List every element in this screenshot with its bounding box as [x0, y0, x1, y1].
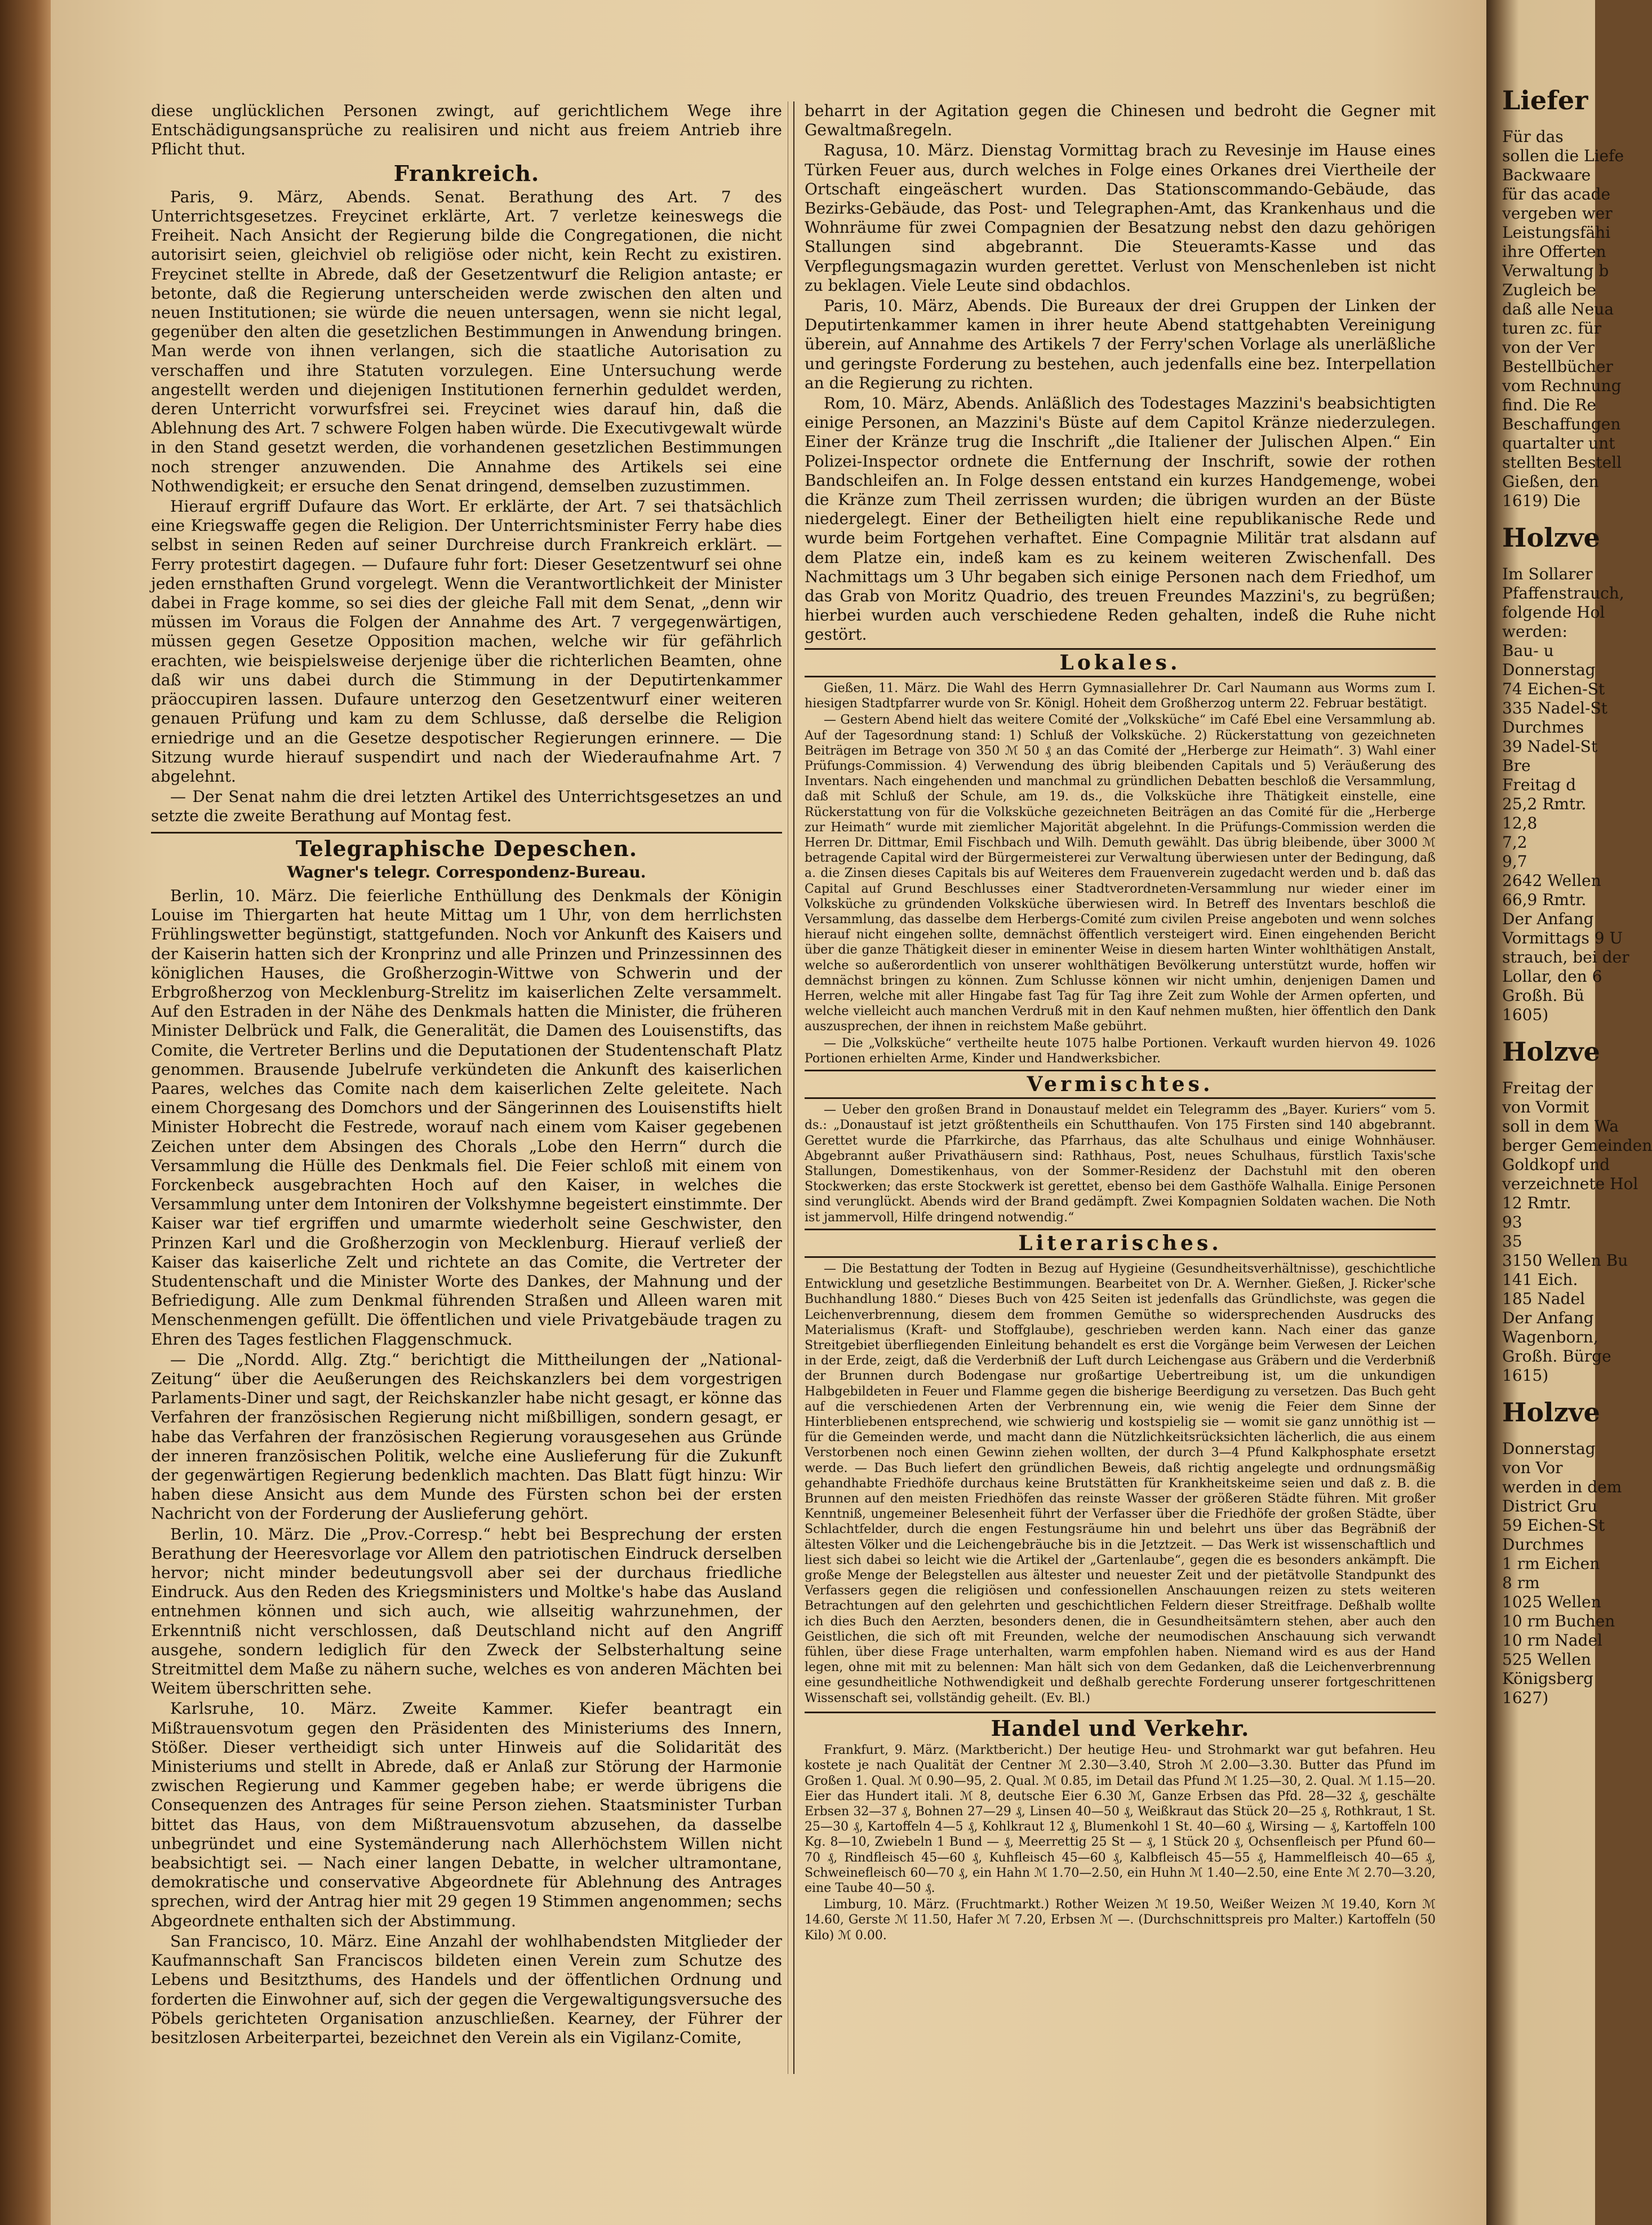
edge-line: 1619) Die	[1502, 491, 1581, 510]
edge-line: vergeben wer	[1502, 204, 1613, 223]
edge-line: 8 rm	[1502, 1574, 1540, 1592]
edge-line: Beschaffungen	[1502, 415, 1621, 433]
edge-line: 1605)	[1502, 1005, 1549, 1024]
edge-line: 525 Wellen	[1502, 1650, 1591, 1669]
section-rule	[151, 832, 782, 834]
next-page-text	[1502, 73, 1652, 1708]
edge-line: Durchmes	[1502, 718, 1584, 737]
continuation-paragraph: beharrt in der Agitation gegen die Chinesen und bedroht die Gegner mit Gewaltmaßregeln.	[805, 101, 1436, 140]
edge-line: 7,2	[1502, 833, 1527, 852]
edge-line: 9,7	[1502, 852, 1527, 871]
edge-line: Leistungsfähi	[1502, 223, 1611, 242]
edge-line: Liefer	[1502, 85, 1588, 116]
edge-line: Königsberg	[1502, 1669, 1594, 1688]
edge-line: 12,8	[1502, 814, 1538, 832]
edge-line: Verwaltung b	[1502, 261, 1609, 280]
edge-line: 12 Rmtr.	[1502, 1194, 1571, 1212]
vermischtes-heading: Vermischtes.	[805, 1070, 1436, 1099]
section-rule	[805, 1712, 1436, 1713]
edge-line: folgende Hol	[1502, 603, 1605, 622]
handel-heading: Handel und Verkehr.	[991, 1715, 1250, 1741]
frankreich-heading: Frankreich.	[393, 160, 540, 186]
edge-line: 3150 Wellen Bu	[1502, 1251, 1628, 1270]
berlin-nordd-paragraph: — Die „Nordd. Allg. Ztg.“ berichtigt die Mittheilungen der „National-Zeitung“ über die Aeußerungen des Reichskanzlers bei dem vorgestrigen Parlaments-Diner und sagt, der Reichskanzler habe nicht gesagt, er könne das Verfahren der französischen Regierung nicht mißbilligen, sondern gesagt, er habe das Verfahren der französischen Regierung vorausgesehen aus Gründe der inneren französischen Politik, welche eine Auslieferung für die Zukunft der gegenwärtigen Regierung bedenklich machten. Das Blatt fügt hinzu: Wir haben diese Ansicht aus dem Munde des Fürsten schon bei der ersten Nachricht von der Forderung der Auslieferung gehört.	[151, 1350, 782, 1523]
edge-line: daß alle Neua	[1502, 300, 1614, 318]
limburg-market-paragraph: Limburg, 10. März. (Fruchtmarkt.) Rother Weizen ℳ 19.50, Weißer Weizen ℳ 19.40, Korn ℳ 14.60, Gerste ℳ 11.50, Hafer ℳ 7.20, Erbsen ℳ —. (Durchschnittspreis pro Malter.) Kartoffeln (50 Kilo) ℳ 0.00.	[805, 1898, 1436, 1943]
edge-line: verzeichnete Hol	[1502, 1174, 1638, 1193]
edge-line: 185 Nadel	[1502, 1289, 1585, 1308]
edge-line: 93	[1502, 1213, 1522, 1231]
edge-line: Großh. Bürge	[1502, 1347, 1611, 1366]
edge-line: Durchmes	[1502, 1535, 1584, 1554]
edge-line: 39 Nadel-St	[1502, 737, 1598, 756]
paris-senat-paragraph: Paris, 9. März, Abends. Senat. Berathung des Art. 7 des Unterrichtsgesetzes. Freycinet erklärte, Art. 7 verletze keineswegs die Freiheit. Nach Ansicht der Regierung bilde die Congregationen, die nicht autorisirt seien, gleichviel ob religiöse oder nicht, kein Recht zu existiren. Freycinet stellte in Abrede, daß der Gesetzentwurf die Religion antaste; er betonte, daß die Regierung unterscheiden werde zwischen den alten und neuen Institutionen; sie würde die neuen untersagen, wenn sie nicht legal, gegenüber den alten die gesetzlichen Bestimmungen in Anwendung bringen. Man werde von ihnen verlangen, sich die staatliche Autorisation zu verschaffen und ihre Statuten vorzulegen. Eine Untersuchung werde angestellt werden und diejenigen Institutionen fernerhin geduldet werden, deren Unterricht vorwurfsfrei sei. Freycinet wies darauf hin, daß die Ablehnung des Art. 7 schwere Folgen haben würde. Die Executivgewalt würde in den Stand gesetzt werden, die vorhandenen gesetzlichen Bestimmungen noch strenger anzuwenden. Die Annahme des Artikels sei eine Nothwendigkeit; er ersuche den Senat dringend, demselben zuzustimmen.	[151, 187, 782, 495]
edge-line: Der Anfang	[1502, 1309, 1594, 1327]
column-divider	[793, 101, 794, 2074]
edge-line: 2642 Wellen	[1502, 871, 1601, 890]
edge-line: 74 Eichen-St	[1502, 680, 1605, 698]
edge-line: von Vormit	[1502, 1098, 1589, 1116]
edge-line: Goldkopf und	[1502, 1155, 1610, 1174]
edge-line: 35	[1502, 1232, 1522, 1251]
edge-line: Pfaffenstrauch,	[1502, 584, 1624, 602]
edge-line: 1 rm Eichen	[1502, 1554, 1600, 1573]
rom-paragraph: Rom, 10. März, Abends. Anläßlich des Todestages Mazzini's beabsichtigten einige Personen, an Mazzini's Büste auf dem Capitol Kränze niederzulegen. Einer der Kränze trug die Inschrift „die Italiener der Julischen Alpen.“ Ein Polizei-Inspector ordnete die Entfernung der Inschrift, sowie der rothen Bandschleifen an. In Folge dessen entstand ein kurzes Handgemenge, wobei die Kränze zum Theil zerrissen wurden; die übrigen wurden an der Büste niedergelegt. Einer der Betheiligten hielt eine republikanische Rede und wurde beim Fortgehen verhaftet. Eine Compagnie Militär trat alsdann auf dem Platze ein, indeß kam es zu keinem weiteren Zwischenfall. Des Nachmittags um 3 Uhr begaben sich einige Personen nach dem Friedhof, um das Grab von Moritz Quadrio, des treuen Freundes Mazzini's, zu begrüßen; hierbei wurden auch verschiedene Reden gehalten, indeß die Ruhe nicht gestört.	[805, 394, 1436, 644]
edge-line: von Vor	[1502, 1459, 1563, 1477]
edge-line: Backwaare	[1502, 166, 1591, 184]
edge-line: 59 Eichen-St	[1502, 1516, 1605, 1535]
lokales-heading: Lokales.	[805, 648, 1436, 677]
donaustauf-paragraph: — Ueber den großen Brand in Donaustauf meldet ein Telegramm des „Bayer. Kuriers“ vom 5. ds.: „Donaustauf ist jetzt größtentheils ein Schutthaufen. Von 175 Firsten sind 140 abgebrannt. Gerettet wurde die Pfarrkirche, das Pfarrhaus, das alte Schulhaus und einige Wohnhäuser. Abgebrannt außer Privathäusern sind: Rathhaus, Post, neues Schulhaus, fürstlich Taxis'sche Stallungen, Domestikenhaus, von der Sommer-Residenz der Dachstuhl mit den oberen Stockwerken; das erste Stockwerk ist gerettet, ebenso bei dem Gasthöfe Walhalla. Einige Personen sind verunglückt. Abends wird der Brand gedämpft. Zwei Kompagnien Soldaten wachen. Die Noth ist jammervoll, Hilfe dringend notwendig.“	[805, 1103, 1436, 1225]
edge-line: Freitag d	[1502, 775, 1576, 794]
edge-line: Wagenborn,	[1502, 1328, 1598, 1346]
edge-line: für das acade	[1502, 185, 1611, 203]
edge-line: Donnerstag	[1502, 1439, 1596, 1458]
edge-line: Für das	[1502, 127, 1564, 146]
edge-line: 141 Eich.	[1502, 1270, 1578, 1289]
edge-line: berger Gemeinden	[1502, 1136, 1652, 1155]
edge-line: soll in dem Wa	[1502, 1117, 1619, 1136]
edge-line: werden:	[1502, 622, 1567, 641]
san-francisco-paragraph: San Francisco, 10. März. Eine Anzahl der wohlhabendsten Mitglieder der Kaufmannschaft San Franciscos bildeten einen Verein zum Schutze des Lebens und Besitzthums, des Handels und der öffentlichen Ordnung und forderten die Einwohner auf, sich der gegen die Vergewaltigungsversuche des Pöbels gerichteten Organisation anzuschließen. Kearney, der Führer der besitzlosen Arbeiterpartei, bezeichnet den Verein als ein Vigilanz-Comite,	[151, 1931, 782, 2047]
edge-line: Im Sollarer	[1502, 565, 1593, 583]
edge-line: 1025 Wellen	[1502, 1593, 1601, 1611]
giessen-paragraph: Gießen, 11. März. Die Wahl des Herrn Gymnasiallehrer Dr. Carl Naumann aus Worms zum I. hiesigen Stadtpfarrer wurde von Sr. Königl. Hoheit dem Großherzog unterm 22. Februar bestätigt.	[805, 681, 1436, 711]
karlsruhe-paragraph: Karlsruhe, 10. März. Zweite Kammer. Kiefer beantragt ein Mißtrauensvotum gegen den Präsidenten des Ministeriums des Innern, Stößer. Dieser vertheidigt sich unter Hinweis auf die Solidarität des Ministeriums und stellt in Abrede, daß er Anlaß zur Störung der Harmonie zwischen Regierung und Kammer gegeben habe; er werde übrigens die Consequenzen des Antrages für seine Person ziehen. Staatsminister Turban bittet das Haus, von dem Mißtrauensvotum abzusehen, da dasselbe unbegründet und eine Systemänderung nach Allerhöchstem Willen nicht beabsichtigt sei. — Nach einer langen Debatte, in welcher ultramontane, demokratische und conservative Abgeordnete für Ablehnung des Antrages sprechen, wird der Antrag hier mit 29 gegen 19 Stimmen angenommen; sechs Abgeordnete enthalten sich der Abstimmung.	[151, 1699, 782, 1930]
edge-line: sollen die Liefe	[1502, 147, 1624, 165]
dufaure-paragraph: Hierauf ergriff Dufaure das Wort. Er erklärte, der Art. 7 sei thatsächlich eine Kriegswaffe gegen die Religion. Der Unterrichtsminister Ferry habe dies selbst in seinen Reden auf seiner Durchreise durch Frankreich erklärt. — Ferry protestirt dagegen. — Dufaure fuhr fort: Dieser Gesetzentwurf sei ohne jeden ernsthaften Grund vorgelegt. Wenn die Verantwortlichkeit der Minister dabei in Frage komme, so sei dies der gleiche Fall mit dem Senat, „denn wir müssen im Voraus die Folgen der Annahme des Art. 7 vergegenwärtigen, müssen gegen Gesetze Opposition machen, welche wir für gefährlich erachten, wie beispielsweise derjenige über die richterlichen Beamten, ohne daß wir uns dabei durch die Stimmung in der Deputirtenkammer präoccupiren lassen. Dufaure unterzog den Gesetzentwurf einer weiteren genauen Prüfung und kam zu dem Schlusse, daß derselbe die Religion erniedrige und an die Gesetze despotischer Regierungen erinnere. — Die Sitzung wurde hierauf suspendirt und nach der Wiederaufnahme Art. 7 abgelehnt.	[151, 497, 782, 786]
edge-line: Bre	[1502, 756, 1531, 775]
edge-line: 66,9 Rmtr.	[1502, 890, 1587, 909]
edge-line: 10 rm Nadel	[1502, 1631, 1603, 1650]
edge-line: Donnerstag	[1502, 661, 1596, 679]
volkskueche-paragraph: — Gestern Abend hielt das weitere Comité der „Volksküche“ im Café Ebel eine Versammlung ab. Auf der Tagesordnung stand: 1) Schluß der Volksküche. 2) Rückerstattung von gezeichneten Beiträgen im Betrage von 350 ℳ 50 ₰ an das Comité der „Herberge zur Heimath“. 3) Wahl einer Prüfungs-Commission. 4) Verwendung des übrig bleibenden Capitals und 5) Veräußerung des Inventars. Nach eingehenden und manchmal zu gründlichen Debatten beschloß die Versammlung, daß mit Schluß der Schule, am 19. ds., die Volksküche ihre Thätigkeit einstelle, eine Rückerstattung von für die Volksküche gezeichneten Beiträgen an das Comité für die „Herberge zur Heimath“ wurde mit ziemlicher Majorität abgelehnt. In die Prüfungs-Commission werden die Herren Dr. Dittmar, Emil Fischbach und Wilh. Demuth gewählt. Das übrig bleibende, über 3000 ℳ betragende Capital wird der Bürgermeisterei zur Verwaltung überwiesen unter der Bedingung, daß a. die Zinsen dieses Capitals bis auf Weiteres dem Frauenverein zugedacht werden und b. daß das Capital auf Grund Beschlusses einer Stadtverordneten-Versammlung nur wieder einer im Volksküche zu gründenden Volksküche überwiesen wird. In Betreff des Inventars beschloß die Versammlung, das dasselbe dem Herbergs-Comité zum civilen Preise angeboten und wenn solches hierauf nicht eingehen sollte, demnächst öffentlich versteigert wird. Einen eingehenden Bericht über die ganze Thätigkeit dieser in eminenter Weise in diesem harten Winter wohlthätigen Anstalt, welche so außerordentlich von unserer wohlthätigen Bevölkerung unterstützt wurde, hoffen wir demnächst bringen zu können. Zum Schlusse können wir nicht umhin, denjenigen Damen und Herren, welche mit aller Hingabe fast Tag für Tag ihre Zeit zum Wohle der Armen opferten, und welche vielleicht auch manchen Verdruß mit in den Kauf nehmen mußten, hier öffentlich den Dank auszusprechen, der ihnen in reichstem Maße gebührt.	[805, 713, 1436, 1034]
frankfurt-market-paragraph: Frankfurt, 9. März. (Marktbericht.) Der heutige Heu- und Strohmarkt war gut befahren. Heu kostete je nach Qualität der Centner ℳ 2.30—3.40, Stroh ℳ 2.00—3.30. Butter das Pfund im Großen 1. Qual. ℳ 0.90—95, 2. Qual. ℳ 0.85, im Detail das Pfund ℳ 1.25—30, 2. Qual. ℳ 1.15—20. Eier das Hundert itali. ℳ 8, deutsche Eier 6.30 ℳ, Ganze Erbsen das Pfd. 28—32 ₰, geschälte Erbsen 32—37 ₰, Bohnen 27—29 ₰, Linsen 40—50 ₰, Weißkraut das Stück 20—25 ₰, Rothkraut, 1 St. 25—30 ₰, Kartoffeln 4—5 ₰, Kohlkraut 12 ₰, Blumenkohl 1 St. 40—60 ₰, Wirsing — ₰, Kartoffeln 100 Kg. 8—10, Zwiebeln 1 Bund — ₰, Meerrettig 25 St — ₰, 1 Stück 20 ₰, Ochsenfleisch per Pfund 60—70 ₰, Rindfleisch 45—60 ₰, Kuhfleisch 45—60 ₰, Kalbfleisch 45—55 ₰, Hammelfleisch 40—65 ₰, Schweinefleisch 60—70 ₰, ein Hahn ℳ 1.70—2.50, ein Huhn ℳ 1.40—2.50, eine Ente ℳ 2.70—3.20, eine Taube 40—50 ₰.	[805, 1743, 1436, 1895]
next-page-edge	[1486, 0, 1652, 2225]
senat-paragraph: — Der Senat nahm die drei letzten Artikel des Unterrichtsgesetzes an und setzte die zweite Berathung auf Montag fest.	[151, 787, 782, 826]
edge-line: Großh. Bü	[1502, 986, 1584, 1005]
edge-line: 25,2 Rmtr.	[1502, 795, 1587, 813]
paris-paragraph: Paris, 10. März, Abends. Die Bureaux der drei Gruppen der Linken der Deputirtenkammer kamen in ihrer heute Abend stattgehabten Vereinigung überein, auf Annahme des Artikels 7 der Ferry'schen Vorlage als unerläßliche und geringste Forderung zu bestehen, auch jedenfalls eine bez. Interpellation an die Regierung zu richten.	[805, 296, 1436, 392]
berlin-denkmal-paragraph: Berlin, 10. März. Die feierliche Enthüllung des Denkmals der Königin Louise im Thiergarten hat heute Mittag um 1 Uhr, von dem herrlichsten Frühlingswetter begünstigt, stattgefunden. Noch vor Ankunft des Kaisers und der Kaiserin hatten sich der Kronprinz und alle Prinzen und Prinzessinnen des königlichen Hauses, die Großherzogin-Wittwe von Schwerin und der Erbgroßherzog von Mecklenburg-Strelitz im kaiserlichen Zelte versammelt. Auf den Estraden in der Nähe des Denkmals hatten die Minister, die früheren Minister Delbrück und Falk, die Generalität, die Damen des Louisenstifts, das Comite, die Vertreter Berlins und die Deputationen der Studentenschaft Platz genommen. Brausende Jubelrufe verkündeten die Ankunft des kaiserlichen Paares, welches das Comite nach dem kaiserlichen Zelte geleitete. Nach einem Chorgesang des Domchors und der Sängerinnen des Louisenstifts hielt Minister Hobrecht die Festrede, worauf nach einem vom Kaiser gegebenen Zeichen unter dem Absingen des Chorals „Lobe den Herrn“ durch die Versammlung die Hülle des Denkmals fiel. Die Feier schloß mit einem von Forckenbeck ausgebrachten Hoch auf den Kaiser, in welches die Versammlung unter dem Intoniren der Volkshymne begeistert einstimmte. Der Kaiser war tief ergriffen und umarmte wiederholt seine Geschwister, den Prinzen Karl und die Großherzogin von Mecklenburg. Hierauf verließ der Kaiser das kaiserliche Zelt und richtete an das Comite, die Vertreter der Studentenschaft und die Minister Worte des Dankes, der Mahnung und der Befriedigung. Alle zum Denkmal führenden Straßen und Alleen waren mit Menschenmengen gefüllt. Die öffentlichen und viele Privatgebäude tragen zu Ehren des Tages festlichen Flaggenschmuck.	[151, 886, 782, 1349]
telegraph-subheading: Wagner's telegr. Correspondenz-Bureau.	[287, 862, 646, 881]
edge-line: stellten Bestell	[1502, 453, 1622, 472]
telegraph-heading: Telegraphische Depeschen.	[295, 835, 638, 861]
edge-line: quartalter unt	[1502, 434, 1615, 453]
edge-line: 1627)	[1502, 1688, 1549, 1707]
edge-line: Lollar, den 6	[1502, 967, 1602, 986]
edge-line: Holzve	[1502, 1036, 1600, 1067]
edge-line: District Gru	[1502, 1497, 1597, 1515]
edge-line: turen zc. für	[1502, 319, 1602, 338]
edge-line: Bestellbücher	[1502, 357, 1613, 376]
book-binding	[0, 0, 51, 2225]
edge-line: werden in dem	[1502, 1478, 1622, 1496]
edge-line: Holzve	[1502, 522, 1600, 553]
edge-line: Gießen, den	[1502, 472, 1599, 491]
edge-line: vom Rechnung	[1502, 376, 1622, 395]
edge-line: 335 Nadel-St	[1502, 699, 1607, 717]
intro-paragraph: diese unglücklichen Personen zwingt, auf gerichtlichem Wege ihre Entschädigungsansprüche zu realisiren und nicht aus freiem Antrieb ihre Pflicht thut.	[151, 101, 782, 159]
edge-line: 10 rm Buchen	[1502, 1612, 1615, 1630]
literarisches-heading: Literarisches.	[805, 1229, 1436, 1258]
edge-line: strauch, bei der	[1502, 948, 1629, 967]
left-column	[151, 101, 782, 2049]
edge-line: Holzve	[1502, 1397, 1600, 1428]
bestattung-paragraph: — Die Bestattung der Todten in Bezug auf Hygieine (Gesundheitsverhältnisse), geschichtliche Entwicklung und gesetzliche Bestimmungen. Bearbeitet von Dr. A. Wernher. Gießen, J. Ricker'sche Buchhandlung 1880.“ Dieses Buch von 425 Seiten ist jedenfalls das Gründlichste, was gegen die Leichenverbrennung, diesem dem frommen Gemüthe so widersprechenden Ausdrucks des Materialismus (Kraft- und Stoffglaube), geschrieben werden kann. Nach einer das ganze Streitgebiet überfliegenden Einleitung behandelt es erst die Vorgänge beim Verwesen der Leichen in der Erde, zeigt, daß die Verderbniß der Luft durch Leichengase aus Gräbern und die Verderbniß der Brunnen durch Bodengase nur großartige Uebertreibung ist, um die unkundigen Halbgebildeten in Feuer und Flamme gegen die bisherige Beerdigung zu versetzen. Das Buch geht auf die verschiedenen Arten der Verbrennung ein, wie wenig die Feier dem Sinne der Hinterbliebenen entsprechend, wie schwierig und kostspielig sie — womit sie ganz unnöthig ist — für die Gemeinden werde, und macht dann die Nützlichkeitsrücksichten lächerlich, die aus einem Verstorbenen noch einen Gewinn ziehen wollten, der durch 3—4 Pfund Kalkphosphate ersetzt werde. — Das Buch liefert den gründlichen Beweis, daß richtig angelegte und ordnungsmäßig gehandhabte Friedhöfe durchaus keine Brutstätten für Krankheitskeime seien und daß z. B. die Brunnen auf den meisten Friedhöfen das reinste Wasser der größeren Städte führen. Mit großer Kenntniß, ungemeiner Belesenheit führt der Verfasser über die Friedhöfe der großen Städte, über Schlachtfelder, durch die engen Festungsräume hin und belehrt uns über das Begräbniß der ältesten Völker und die Leichengebräuche bis in die Jetztzeit. — Das Werk ist wissenschaftlich und liest sich dabei so leicht wie die Artikel der „Gartenlaube“, gegen die es besonders ankämpft. Die große Menge der Belegstellen aus ältester und neuester Zeit und der pietätvolle Standpunkt des Verfassers gegen die religiösen und confessionellen Anschauungen reizen zu stets weiteren Betrachtungen auf den gelehrten und geschichtlichen Feldern dieser Streitfrage. Deßhalb wollte ich dies Buch den Aerzten, besonders denen, die in Gesundheitsämtern stehen, aber auch den Geistlichen, die sich oft mit Freunden, welche der neumodischen Anschauung sich verwandt fühlen, über diese Frage unterhalten, warm empfohlen haben. Niemand wird es aus der Hand legen, ohne mit mit zu belennen: Man hält sich von dem Gedanken, daß die Leichenverbrennung eine gesundheitliche Nothwendigkeit und deßhalb gerechte Forderung unserer fortgeschrittenen Wissenschaft sei, vollständig geheilt. (Ev. Bl.)	[805, 1262, 1436, 1705]
edge-line: Zugleich be	[1502, 281, 1597, 299]
berlin-prov-paragraph: Berlin, 10. März. Die „Prov.-Corresp.“ hebt bei Besprechung der ersten Berathung der Heeresvorlage vor Allem den patriotischen Eindruck derselben hervor; nicht minder bedeutungsvoll aber sei der durchaus friedliche Eindruck. Aus den Reden des Kriegsministers und Moltke's habe das Ausland entnehmen können und sich auch, wie allseitig wahrzunehmen, der Erkenntniß nicht verschlossen, daß Deutschland nicht auf den Angriff ausgehe, sondern lediglich für den Zweck der Selbsterhaltung seine Streitmittel dem Maße zu nähern suche, welches es von anderen Mächten bei Weitem überschritten sehe.	[151, 1524, 782, 1698]
edge-line: von der Ver	[1502, 338, 1595, 357]
edge-line: find. Die Re	[1502, 396, 1596, 414]
volkskueche-portions-paragraph: — Die „Volksküche“ vertheilte heute 1075 halbe Portionen. Verkauft wurden hiervon 49. 1026 Portionen erhielten Arme, Kinder und Handwerksbicher.	[805, 1036, 1436, 1066]
ragusa-paragraph: Ragusa, 10. März. Dienstag Vormittag brach zu Revesinje im Hause eines Türken Feuer aus, durch welches in Folge eines Orkanes drei Viertheile der Ortschaft eingeäschert wurden. Das Stationscommando-Gebäude, das Bezirks-Gebäude, das Post- und Telegraphen-Amt, das Krankenhaus und die Wohnräume für zwei Compagnien der Besatzung nebst den dazu gehörigen Stallungen sind abgebrannt. Die Steueramts-Kasse und das Verpflegungsmagazin wurden gerettet. Verlust von Menschenleben ist nicht zu beklagen. Viele Leute sind obdachlos.	[805, 141, 1436, 295]
edge-line: Der Anfang	[1502, 910, 1594, 928]
edge-line: Freitag der	[1502, 1079, 1593, 1097]
right-column	[805, 101, 1436, 1944]
edge-line: Bau- u	[1502, 641, 1554, 660]
edge-line: Vormittags 9 U	[1502, 929, 1623, 947]
edge-line: ihre Offerten	[1502, 242, 1606, 261]
edge-line: 1615)	[1502, 1366, 1549, 1385]
